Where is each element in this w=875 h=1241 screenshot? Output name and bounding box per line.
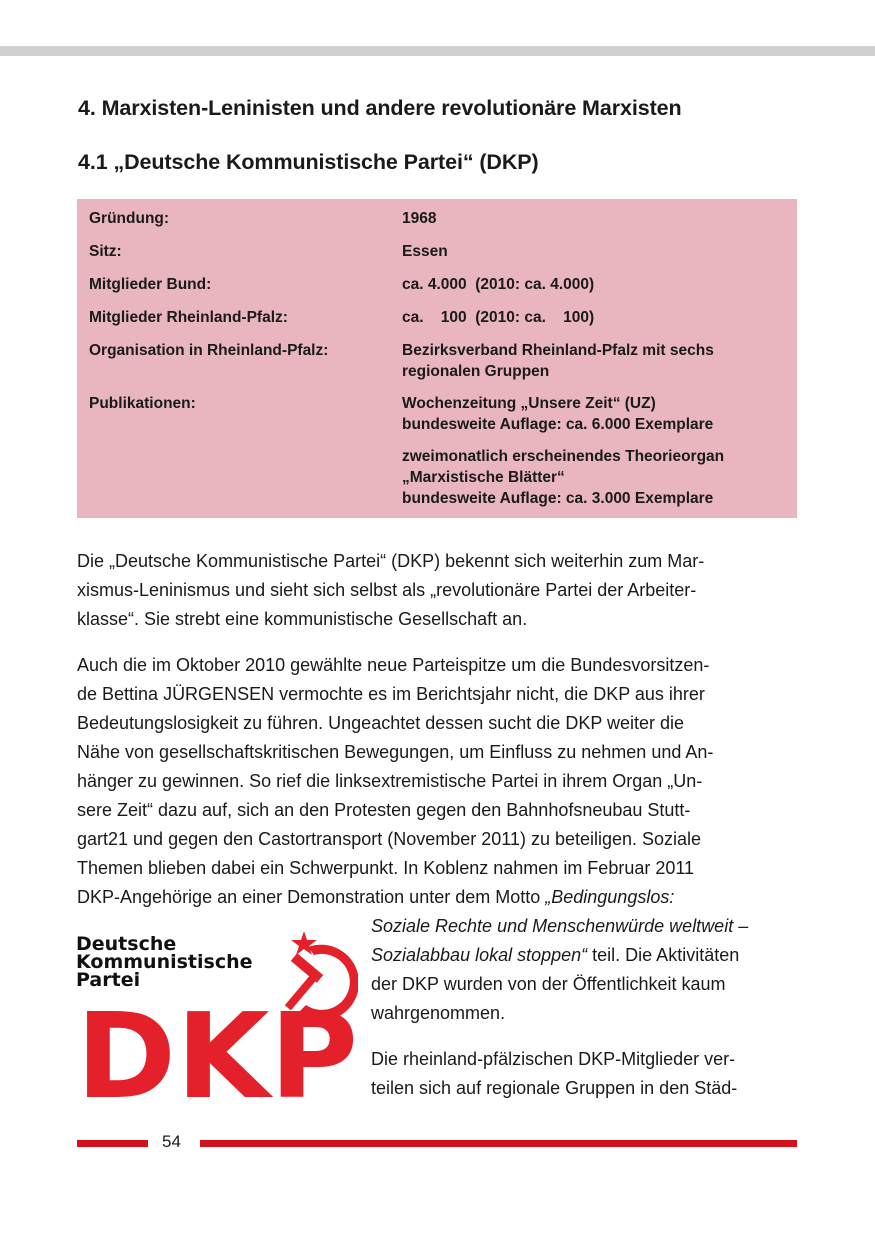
text-line: Soziale Rechte und Menschenwürde weltweit –	[371, 916, 749, 936]
text-line: de Bettina JÜRGENSEN vermochte es im Berichtsjahr nicht, die DKP aus ihrer	[77, 684, 705, 704]
footer-rule-right	[200, 1140, 797, 1147]
text-line: Die rheinland-pfälzischen DKP-Mitglieder ver-	[371, 1049, 736, 1069]
logo-dkp-letters: DKP	[76, 987, 358, 1101]
party-facts-box	[77, 199, 797, 518]
fact-label: Publikationen:	[89, 395, 196, 412]
text-line: xismus-Leninismus und sieht sich selbst als „revolutionäre Partei der Arbeiter-	[77, 580, 697, 600]
text-line: Bedeutungslosigkeit zu führen. Ungeachtet dessen sucht die DKP weiter die	[77, 713, 685, 733]
fact-value: ca. 100 (2010: ca. 100)	[402, 309, 595, 326]
text-line: DKP-Angehörige an einer Demonstration unter dem Motto „Bedingungslos:	[77, 887, 675, 907]
dkp-logo	[76, 925, 358, 1101]
logo-text-deutsche: Deutsche	[76, 933, 177, 955]
paragraph-2-wrap	[371, 912, 797, 1028]
text-line: Sozialabbau lokal stoppen“ teil. Die Aktivitäten	[371, 945, 740, 965]
text-line: teilen sich auf regionale Gruppen in den Städ-	[371, 1078, 738, 1098]
text-line: Themen blieben dabei ein Schwerpunkt. In Koblenz nahmen im Februar 2011	[77, 858, 695, 878]
footer-rule-left	[77, 1140, 148, 1147]
text-line: Nähe von gesellschaftskritischen Bewegungen, um Einfluss zu nehmen und An-	[77, 742, 714, 762]
text-line: sere Zeit“ dazu auf, sich an den Protesten gegen den Bahnhofsneubau Stutt-	[77, 800, 691, 820]
paragraph-2	[77, 651, 797, 912]
fact-value: zweimonatlich erscheinendes Theorieorgan „Marxistische Blätter“ bundesweite Auflage: ca. 3.000 Exemplare	[402, 448, 725, 507]
logo-text-kommunistische: Kommunistische	[76, 951, 253, 973]
text-line: wahrgenommen.	[371, 1003, 506, 1023]
fact-value: ca. 4.000 (2010: ca. 4.000)	[402, 276, 595, 293]
fact-value: Wochenzeitung „Unsere Zeit“ (UZ) bundesweite Auflage: ca. 6.000 Exemplare	[402, 395, 714, 433]
text-line: der DKP wurden von der Öffentlichkeit kaum	[371, 974, 726, 994]
text-line: Die „Deutsche Kommunistische Partei“ (DKP) bekennt sich weiterhin zum Mar-	[77, 551, 705, 571]
text-line: hänger zu gewinnen. So rief die linksextremistische Partei in ihrem Organ „Un-	[77, 771, 703, 791]
fact-value: 1968	[402, 210, 437, 227]
fact-label: Sitz:	[89, 243, 122, 260]
fact-label: Mitglieder Rheinland-Pfalz:	[89, 309, 288, 326]
text-line: gart21 und gegen den Castortransport (November 2011) zu beteiligen. Soziale	[77, 829, 702, 849]
paragraph-3	[371, 1045, 797, 1103]
page-number: 54	[162, 1132, 181, 1151]
fact-label: Organisation in Rheinland-Pfalz:	[89, 342, 329, 359]
fact-label: Gründung:	[89, 210, 170, 227]
text-line: Auch die im Oktober 2010 gewählte neue Parteispitze um die Bundesvorsitzen-	[77, 655, 710, 675]
fact-label: Mitglieder Bund:	[89, 276, 212, 293]
top-rule	[0, 46, 875, 56]
paragraph-1	[77, 547, 797, 634]
fact-value: Essen	[402, 243, 448, 260]
fact-value: Bezirksverband Rheinland-Pfalz mit sechs regionalen Gruppen	[402, 342, 714, 380]
chapter-heading: 4. Marxisten-Leninisten und andere revolutionäre Marxisten	[78, 96, 682, 120]
section-heading: 4.1 „Deutsche Kommunistische Partei“ (DKP)	[78, 150, 539, 174]
text-line: klasse“. Sie strebt eine kommunistische Gesellschaft an.	[77, 609, 528, 629]
logo-text-partei: Partei	[76, 969, 141, 991]
